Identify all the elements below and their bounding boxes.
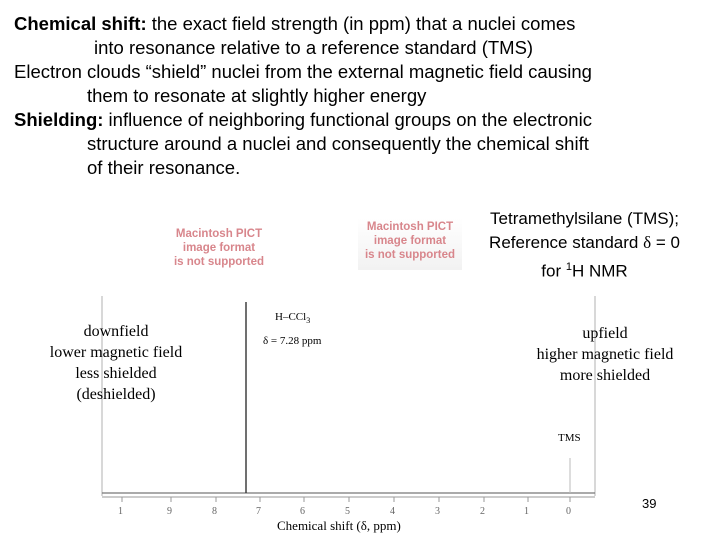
tick-label: 0 — [566, 506, 571, 517]
tick-label: 4 — [390, 506, 395, 517]
tick-label: 8 — [212, 506, 217, 517]
tms-line2-suffix: = 0 — [651, 233, 680, 252]
upfield-line3: more shielded — [559, 367, 651, 384]
downfield-line1: downfield — [83, 323, 149, 340]
electron-line1: Electron clouds “shield” nuclei from the external magnetic field causing — [14, 61, 592, 82]
pict-line2: image format — [182, 242, 256, 254]
shift-value: δ = 7.28 ppm — [263, 335, 322, 347]
shielding-line3: of their resonance. — [87, 157, 241, 178]
downfield-line2: lower magnetic field — [49, 344, 183, 361]
pict-line2: image format — [373, 235, 447, 247]
tick-label: 6 — [300, 506, 305, 517]
axis-title: Chemical shift (δ, ppm) — [277, 518, 401, 533]
shielding-line1: influence of neighboring functional groups on the electronic — [103, 109, 592, 130]
shielding-line2: structure around a nuclei and consequently the chemical shift — [87, 133, 589, 154]
downfield-line3: less shielded — [75, 365, 157, 382]
downfield-line4: (deshielded) — [76, 386, 156, 403]
tick-label: 5 — [345, 506, 350, 517]
tick-label: 7 — [256, 506, 261, 517]
shielding-term: Shielding: — [14, 109, 104, 130]
chemical-shift-line2: into resonance relative to a reference standard (TMS) — [94, 37, 534, 58]
tms-line3-sup: 1 — [565, 261, 572, 273]
tms-peak-label: TMS — [558, 432, 581, 444]
downfield-label — [26, 321, 206, 405]
tick-label: 1 — [118, 506, 123, 517]
tick-label: 1 — [524, 506, 529, 517]
tick-group — [122, 497, 570, 502]
page-number: 39 — [642, 496, 657, 511]
tms-line2-prefix: Reference standard — [489, 233, 644, 252]
tms-line3-suffix: H NMR — [571, 261, 628, 281]
upfield-label — [506, 323, 704, 386]
electron-line2: them to resonate at slightly higher energy — [87, 85, 427, 106]
pict-line1: Macintosh PICT — [366, 221, 454, 233]
pict-line3: is not supported — [364, 249, 456, 261]
tms-line3-prefix: for — [541, 261, 566, 281]
compound-subscript: 3 — [306, 316, 311, 326]
compound-formula: H–CCl — [275, 311, 307, 323]
tms-note-line1: Tetramethylsilane (TMS); — [490, 209, 679, 228]
pict-line3: is not supported — [173, 256, 265, 268]
compound-label — [275, 311, 310, 325]
pict-line1: Macintosh PICT — [175, 228, 263, 240]
tick-label: 2 — [480, 506, 485, 517]
delta-symbol: δ — [643, 233, 652, 252]
chemical-shift-term: Chemical shift: — [14, 13, 147, 34]
upfield-line2: higher magnetic field — [536, 346, 674, 363]
chemical-shift-line1: the exact field strength (in ppm) that a nuclei comes — [146, 13, 576, 34]
upfield-line1: upfield — [582, 325, 628, 342]
tick-label: 3 — [435, 506, 440, 517]
tick-label: 9 — [167, 506, 172, 517]
